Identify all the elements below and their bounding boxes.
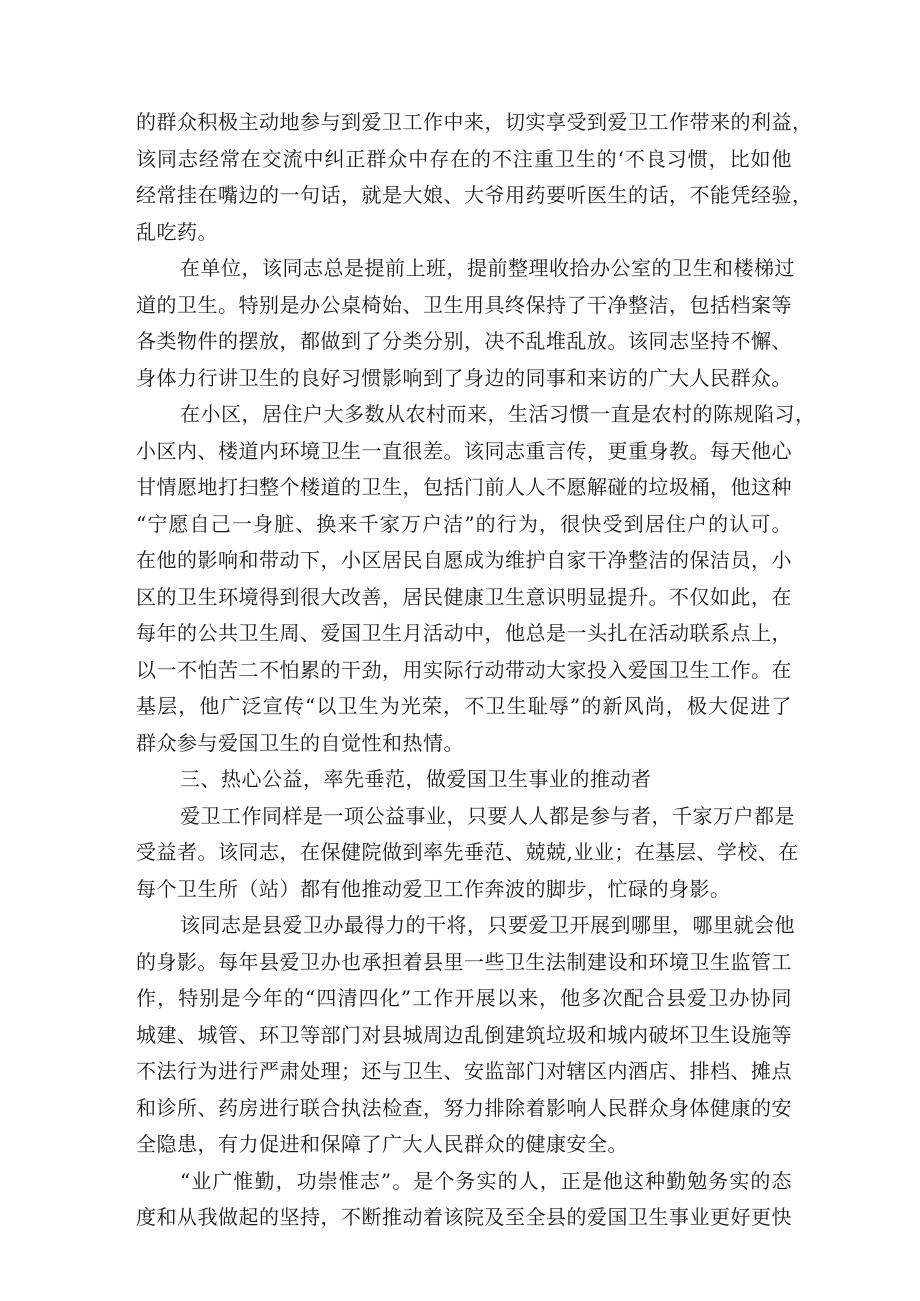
- text-line: 作，特别是今年的“四清四化”工作开展以来，他多次配合县爱卫办协同: [136, 986, 792, 1010]
- text-line: 城建、城管、环卫等部门对县城周边乱倒建筑垃圾和城内破坏卫生设施等: [136, 1022, 792, 1047]
- paragraph: [136, 250, 795, 396]
- text-line: 在单位，该同志总是提前上班，提前整理收拾办公室的卫生和楼梯过: [180, 256, 795, 280]
- text-line: 的身影。每年县爱卫办也承担着县里一些卫生法制建设和环境卫生监管工: [136, 949, 792, 974]
- text-line: 每个卫生所（站）都有他推动爱卫工作奔波的脚步，忙碌的身影。: [136, 876, 731, 901]
- text-line: 群众参与爱国卫生的自觉性和热情。: [136, 730, 464, 755]
- text-line: 各类物件的摆放，都做到了分类分别，决不乱堆乱放。该同志坚持不懈、: [136, 329, 792, 353]
- paragraph: [136, 798, 799, 908]
- paragraph: [136, 396, 816, 761]
- text-line: 该同志是县爱卫办最得力的干将，只要爱卫开展到哪里，哪里就会他: [180, 913, 795, 937]
- document-body: [136, 104, 816, 1236]
- text-line: 在小区，居住户大多数从农村而来，生活习惯一直是农村的陈规陷习，: [180, 402, 816, 426]
- text-line: 的群众积极主动地参与到爱卫工作中来，切实享受到爱卫工作带来的利益，: [136, 110, 813, 134]
- text-line: 全隐患，有力促进和保障了广大人民群众的健康安全。: [136, 1132, 628, 1156]
- text-line: 以一不怕苦二不怕累的干劲，用实际行动带动大家投入爱国卫生工作。在: [136, 657, 792, 682]
- text-line: 道的卫生。特别是办公桌椅始、卫生用具终保持了干净整洁，包括档案等: [136, 292, 792, 317]
- paragraph: [136, 1163, 792, 1236]
- text-line: 身体力行讲卫生的良好习惯影响到了身边的同事和来访的广大人民群众。: [136, 365, 792, 390]
- text-line: 基层，他广泛宣传“以卫生为光荣，不卫生耻辱”的新风尚，极大促进了: [136, 694, 792, 718]
- paragraph: [136, 907, 795, 1163]
- text-line: 小区内、楼道内环境卫生一直很差。该同志重言传，更重身教。每天他心: [136, 438, 792, 463]
- text-line: 和诊所、药房进行联合执法检查，努力排除着影响人民群众身体健康的安: [136, 1095, 792, 1120]
- text-line: 爱卫工作同样是一项公益事业，只要人人都是参与者，千家万户都是: [180, 803, 795, 828]
- text-line: 该同志经常在交流中纠正群众中存在的不注重卫生的‘不良习惯，比如他: [136, 146, 792, 171]
- section-heading: [136, 761, 792, 798]
- text-line: 经常挂在嘴边的一句话，就是大娘、大爷用药要听医生的话，不能凭经验，: [136, 183, 813, 207]
- text-line: 甘情愿地打扫整个楼道的卫生，包括门前人人不愿解碰的垃圾桶，他这种: [136, 475, 792, 499]
- text-line: 度和从我做起的坚持，不断推动着该院及至全县的爱国卫生事业更好更快: [136, 1205, 792, 1229]
- text-line: 不法行为进行严肃处理；还与卫生、安监部门对辖区内酒店、排档、摊点: [136, 1059, 792, 1083]
- text-line: 受益者。该同志，在保健院做到率先垂范、兢兢,业业；在基层、学校、在: [136, 840, 799, 864]
- text-line: 每年的公共卫生周、爱国卫生月活动中，他总是一头扎在活动联系点上，: [136, 621, 792, 645]
- text-line: “业广惟勤，功崇惟志”。是个务实的人，正是他这种勤勉务实的态: [180, 1168, 792, 1193]
- text-line: “宁愿自己一身脏、换来千家万户洁”的行为，很快受到居住户的认可。: [136, 511, 792, 536]
- text-line: 在他的影响和带动下，小区居民自愿成为维护自家干净整洁的保洁员，小: [136, 548, 792, 572]
- text-line: 区的卫生环境得到很大改善，居民健康卫生意识明显提升。不仅如此，在: [136, 584, 792, 609]
- text-line: 三、热心公益，率先垂范，做爱国卫生事业的推动者: [180, 767, 652, 791]
- paragraph: [136, 104, 813, 250]
- text-line: 乱吃药。: [136, 219, 218, 244]
